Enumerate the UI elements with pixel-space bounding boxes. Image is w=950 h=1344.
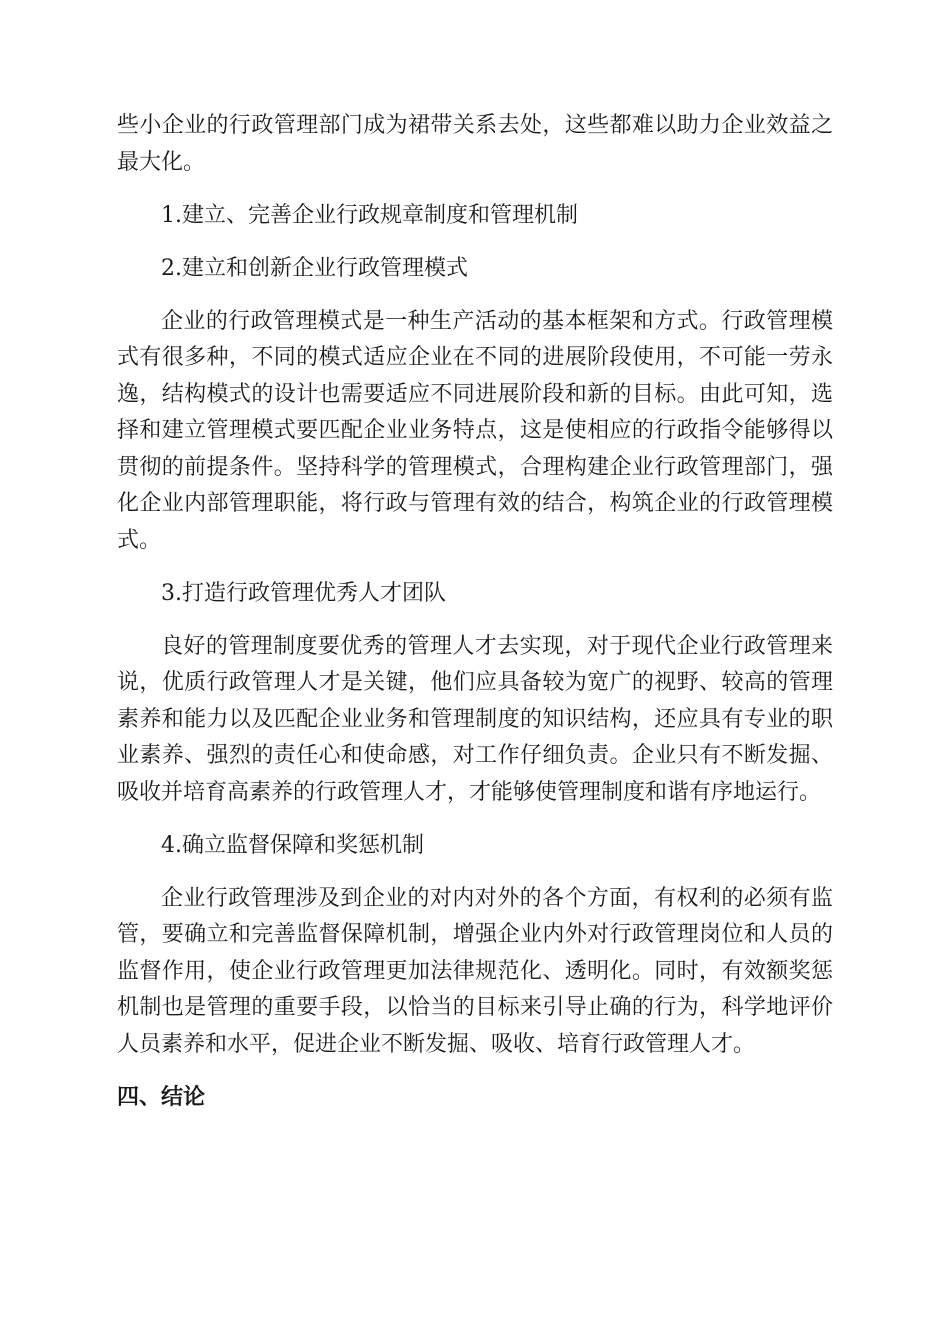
- document-page: [117, 108, 833, 1116]
- paragraph-talent-team: 良好的管理制度要优秀的管理人才去实现，对于现代企业行政管理来说，优质行政管理人才是关键，他们应具备较为宽广的视野、较高的管理素养和能力以及匹配企业业务和管理制度的知识结构，还应具有专业的职业素养、强烈的责任心和使命感，对工作仔细负责。企业只有不断发掘、吸收并培育高素养的行政管理人才，才能够使管理制度和谐有序地运行。: [117, 633, 833, 805]
- list-heading-4: 4.确立监督保障和奖惩机制: [161, 832, 424, 858]
- paragraph-supervision: 企业行政管理涉及到企业的对内对外的各个方面，有权利的必须有监管，要确立和完善监督保障机制，增强企业内外对行政管理岗位和人员的监督作用，使企业行政管理更加法律规范化、透明化。同时，有效额奖惩机制也是管理的重要手段，以恰当的目标来引导止确的行为，科学地评价人员素养和水平，促进企业不断发掘、吸收、培育行政管理人才。: [117, 885, 833, 1057]
- list-heading-2: 2.建立和创新企业行政管理模式: [161, 255, 468, 281]
- list-heading-3: 3.打造行政管理优秀人才团队: [161, 580, 446, 606]
- paragraph-management-model: 企业的行政管理模式是一种生产活动的基本框架和方式。行政管理模式有很多种，不同的模式适应企业在不同的进展阶段使用，不可能一劳永逸，结构模式的设计也需要适应不同进展阶段和新的目标。由此可知，选择和建立管理模式要匹配企业业务特点，这是使相应的行政指令能够得以贯彻的前提条件。坚持科学的管理模式，合理构建企业行政管理部门，强化企业内部管理职能，将行政与管理有效的结合，构筑企业的行政管理模式。: [117, 308, 833, 553]
- list-heading-1: 1.建立、完善企业行政规章制度和管理机制: [161, 202, 578, 228]
- paragraph-intro: 些小企业的行政管理部门成为裙带关系去处，这些都难以助力企业效益之最大化。: [117, 113, 833, 175]
- section-title-conclusion: 四、结论: [117, 1084, 206, 1110]
